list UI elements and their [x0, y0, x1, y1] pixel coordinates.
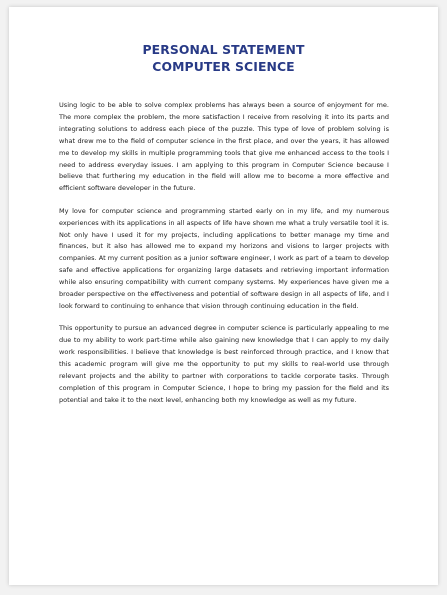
title-line-1: PERSONAL STATEMENT — [142, 42, 305, 57]
document-body — [59, 100, 389, 417]
document-title — [9, 41, 438, 75]
paragraph-1: Using logic to be able to solve complex problems has always been a source of enjoyment for me. The more complex the problem, the more satisfaction I receive from resolving it into its parts and integrating solutions to address each piece of the puzzle. This type of love of problem solving is what drew me to the field of computer science in the first place, and over the years, it has allowed me to develop my skills in multiple programming tools that give me enhanced access to the tools I need to address everyday issues. I am applying to this program in Computer Science because I believe that furthering my education in the field will allow me to become a more effective and efficient software developer in the future. — [59, 101, 389, 193]
title-line-2: COMPUTER SCIENCE — [152, 59, 295, 74]
paragraph-2: My love for computer science and programming started early on in my life, and my numerous experiences with its applications in all aspects of life have shown me what a truly versatile tool it is. Not only have I used it for my projects, including applications to better manage my time and finances, but it also has allowed me to expand my horizons and visions to larger projects with companies. At my current position as a junior software engineer, I work as part of a team to develop safe and effective applications for organizing large datasets and retrieving important information while also ensuring compatibility with current company systems. My experiences have given me a broader perspective on the effectiveness and potential of software design in all aspects of life, and I look forward to continuing to enhance that vision through continuing education in the field. — [59, 206, 389, 310]
document-page — [9, 7, 438, 585]
paragraph-3: This opportunity to pursue an advanced degree in computer science is particularly appealing to me due to my ability to work part-time while also gaining new knowledge that I can apply to my daily work responsibilities. I believe that knowledge is best reinforced through practice, and I know that this academic program will give me the opportunity to put my skills to real-world use through relevant projects and the ability to partner with corporations to tackle corporate tasks. Through completion of this program in Computer Science, I hope to bring my passion for the field and its potential and take it to the next level, enhancing both my knowledge as well as my future. — [59, 324, 389, 404]
